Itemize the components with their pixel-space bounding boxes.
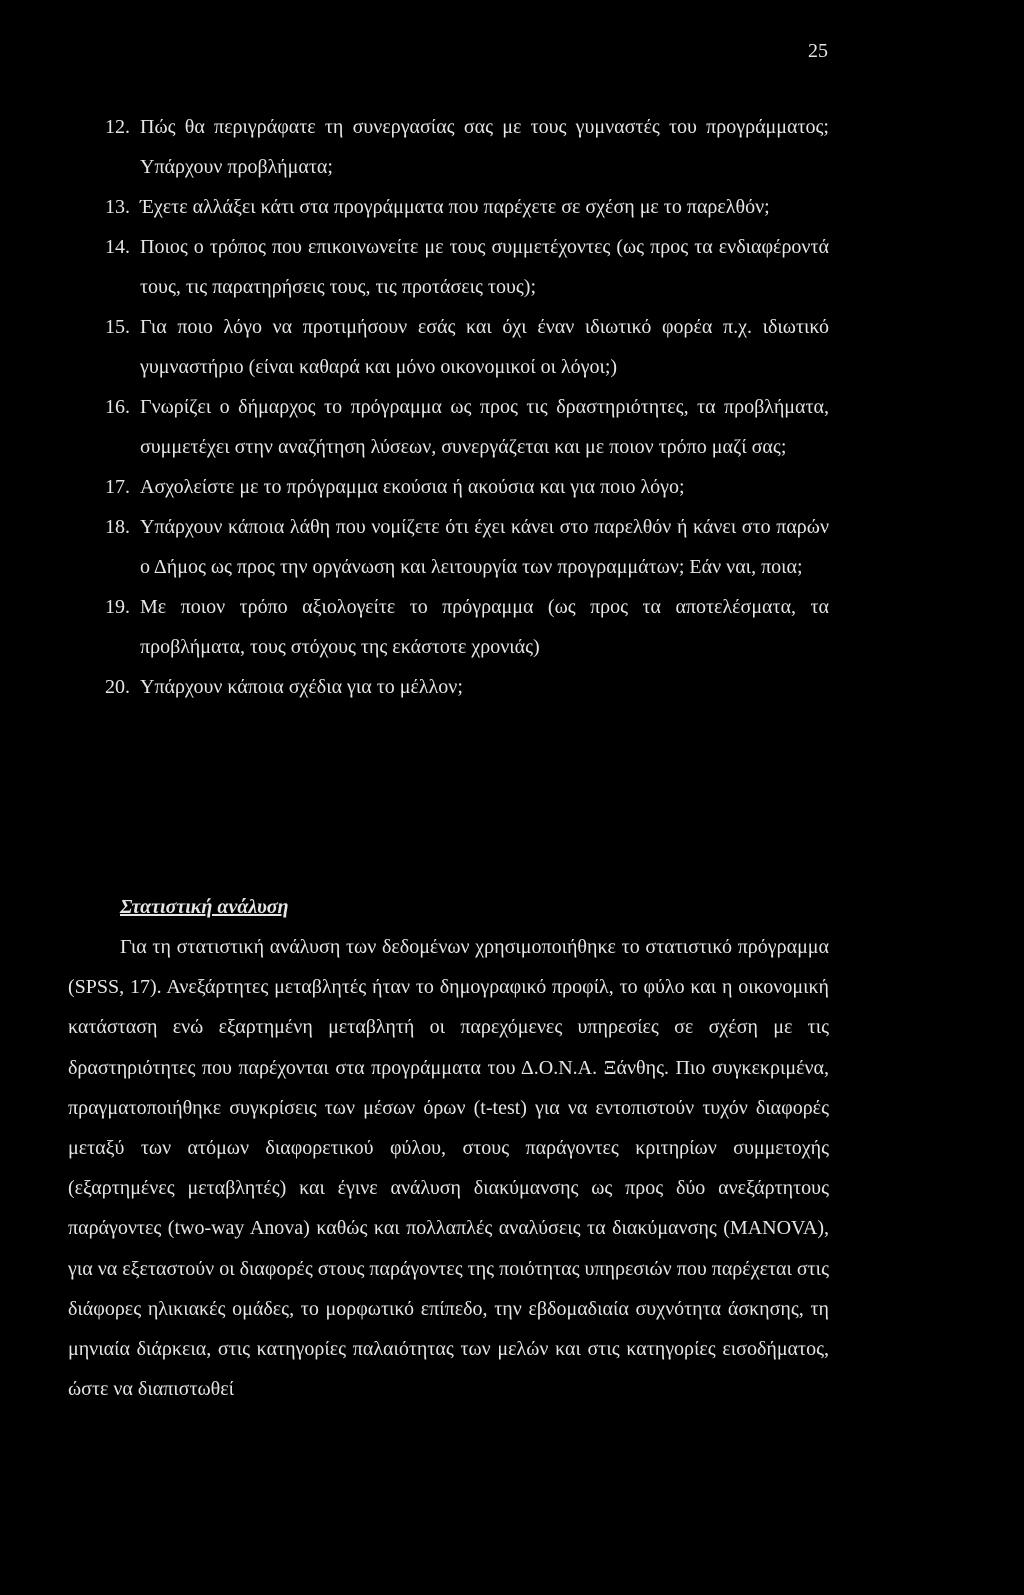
question-text: Γνωρίζει ο δήμαρχος το πρόγραμμα ως προς τις δραστηριότητες, τα προβλήματα, συμμετέχει στην αναζήτηση λύσεων, συνεργάζεται και με ποιον τρόπο μαζί σας; — [140, 396, 829, 458]
question-number: 15. — [105, 316, 130, 338]
question-number: 18. — [105, 516, 130, 538]
page-number: 25 — [808, 40, 828, 62]
question-number: 12. — [105, 116, 130, 138]
question-text: Έχετε αλλάξει κάτι στα προγράμματα που παρέχετε σε σχέση με το παρελθόν; — [140, 196, 770, 218]
question-text: Υπάρχουν κάποια σχέδια για το μέλλον; — [140, 676, 463, 698]
list-item — [105, 387, 829, 467]
question-number: 16. — [105, 396, 130, 418]
question-text: Υπάρχουν κάποια λάθη που νομίζετε ότι έχει κάνει στο παρελθόν ή κάνει στο παρών ο Δήμος ως προς την οργάνωση και λειτουργία των προγραμμάτων; Εάν ναι, ποια; — [140, 516, 829, 578]
question-number: 19. — [105, 596, 130, 618]
list-item — [105, 227, 829, 307]
question-number: 17. — [105, 476, 130, 498]
list-item — [105, 587, 829, 667]
question-text: Ασχολείστε με το πρόγραμμα εκούσια ή ακούσια και για ποιο λόγο; — [140, 476, 685, 498]
question-number: 20. — [105, 676, 130, 698]
question-number: 13. — [105, 196, 130, 218]
list-item — [105, 187, 829, 227]
list-item — [105, 667, 829, 707]
question-number: 14. — [105, 236, 130, 258]
interview-questions-list — [105, 107, 829, 707]
section-body-paragraph: Για τη στατιστική ανάλυση των δεδομένων χρησιμοποιήθηκε το στατιστικό πρόγραμμα (SPSS, 17). Ανεξάρτητες μεταβλητές ήταν το δημογραφικό προφίλ, το φύλο και η οικονομική κατάσταση ενώ εξαρτημένη μεταβλητή οι παρεχόμενες υπηρεσίες σε σχέση με τις δραστηριότητες που παρέχονται στα προγράμματα του Δ.Ο.Ν.Α. Ξάνθης. Πιο συγκεκριμένα, πραγματοποιήθηκε συγκρίσεις των μέσων όρων (t-test) για να εντοπιστούν τυχόν διαφορές μεταξύ των ατόμων διαφορετικού φύλου, στους παράγοντες κριτηρίων συμμετοχής (εξαρτημένες μεταβλητές) και έγινε ανάλυση διακύμανσης ως προς δύο ανεξάρτητους παράγοντες (two-way Anova) καθώς και πολλαπλές αναλύσεις τα διακύμανσης (MANOVA), για να εξεταστούν οι διαφορές στους παράγοντες της ποιότητας υπηρεσιών που παρέχεται στις διάφορες ηλικιακές ομάδες, το μορφωτικό επίπεδο, την εβδομαδιαία συχνότητα άσκησης, τη μηνιαία διάρκεια, στις κατηγορίες παλαιότητας των μελών και στις κατηγορίες εισοδήματος, ώστε να διαπιστωθεί — [68, 936, 829, 1401]
question-text: Πώς θα περιγράφατε τη συνεργασίας σας με τους γυμναστές του προγράμματος; Υπάρχουν προβλήματα; — [140, 116, 829, 178]
question-text: Με ποιον τρόπο αξιολογείτε το πρόγραμμα (ως προς τα αποτελέσματα, τα προβλήματα, τους στόχους της εκάστοτε χρονιάς) — [140, 596, 829, 658]
section-heading: Στατιστική ανάλυση — [120, 896, 289, 918]
question-text: Ποιος ο τρόπος που επικοινωνείτε με τους συμμετέχοντες (ως προς τα ενδιαφέροντά τους, τις παρατηρήσεις τους, τις προτάσεις τους); — [140, 236, 829, 298]
question-text: Για ποιο λόγο να προτιμήσουν εσάς και όχι έναν ιδιωτικό φορέα π.χ. ιδιωτικό γυμναστήριο (είναι καθαρά και μόνο οικονομικοί οι λόγοι;) — [140, 316, 829, 378]
list-item — [105, 307, 829, 387]
list-item — [105, 507, 829, 587]
list-item — [105, 467, 829, 507]
list-item — [105, 107, 829, 187]
